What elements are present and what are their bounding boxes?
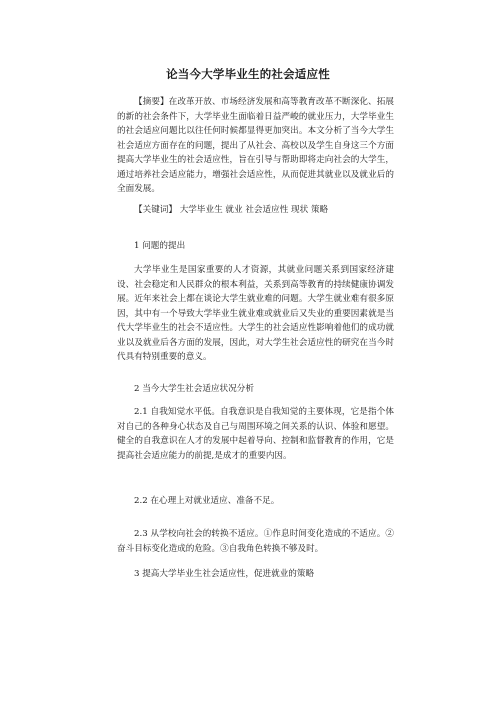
section-heading-2: 2 当今大学生社会适应状况分析 [134, 384, 254, 394]
section-heading-3: 3 提高大学毕业生社会适应性，促进就业的策略 [134, 569, 315, 579]
subsection-2-1-paragraph: 2.1 自我知觉水平低。自我意识是自我知觉的主要体现，它是指个体对自己的各种身心状态及自己与周围环境之间关系的认识、体验和愿望。健全的自我意识在人才的发展中起着导向、控制和监督教育的作用，它是提高社会适应能力的前提,是成才的重要内因。 [117, 407, 394, 461]
document-title: 论当今大学毕业生的社会适应性 [166, 67, 330, 81]
subsection-2-2-paragraph: 2.2 在心理上对就业适应、准备不足。 [134, 496, 280, 506]
section-heading-1: 1 问题的提出 [134, 241, 186, 251]
abstract-paragraph: 【摘要】在改革开放、市场经济发展和高等教育改革不断深化、拓展的新的社会条件下，大学毕业生面临着日益严峻的就业压力，大学毕业生的社会适应问题比以往任何时候都显得更加突出。本文分析了当今大学生社会适应方面存在的问题，提出了从社会、高校以及学生自身这三个方面提高大学毕业生的社会适应性，旨在引导与帮助即将走向社会的大学生，通过培养社会适应能力，增强社会适应性，从而促进其就业以及就业后的全面发展。 [117, 97, 394, 194]
subsection-2-3-paragraph: 2.3 从学校向社会的转换不适应。①作息时间变化造成的不适应。②奋斗目标变化造成的危险。③自我角色转换不够及时。 [117, 529, 394, 554]
keywords-line: 【关键词】 大学毕业生 就业 社会适应性 现状 策略 [134, 205, 329, 215]
section-1-paragraph: 大学毕业生是国家重要的人才资源，其就业问题关系到国家经济建设、社会稳定和人民群众的根本利益，关系到高等教育的持续健康协调发展。近年来社会上都在谈论大学生就业难的问题。大学生就业难有很多原因，其中有一个导致大学毕业生就业难或就业后又失业的重要因素就是当代大学毕业生的社会不适应性。大学生的社会适应性影响着他们的成功就业以及就业后各方面的发展，因此，对大学生社会适应性的研究在当今时代具有特别重要的意义。 [117, 265, 394, 362]
